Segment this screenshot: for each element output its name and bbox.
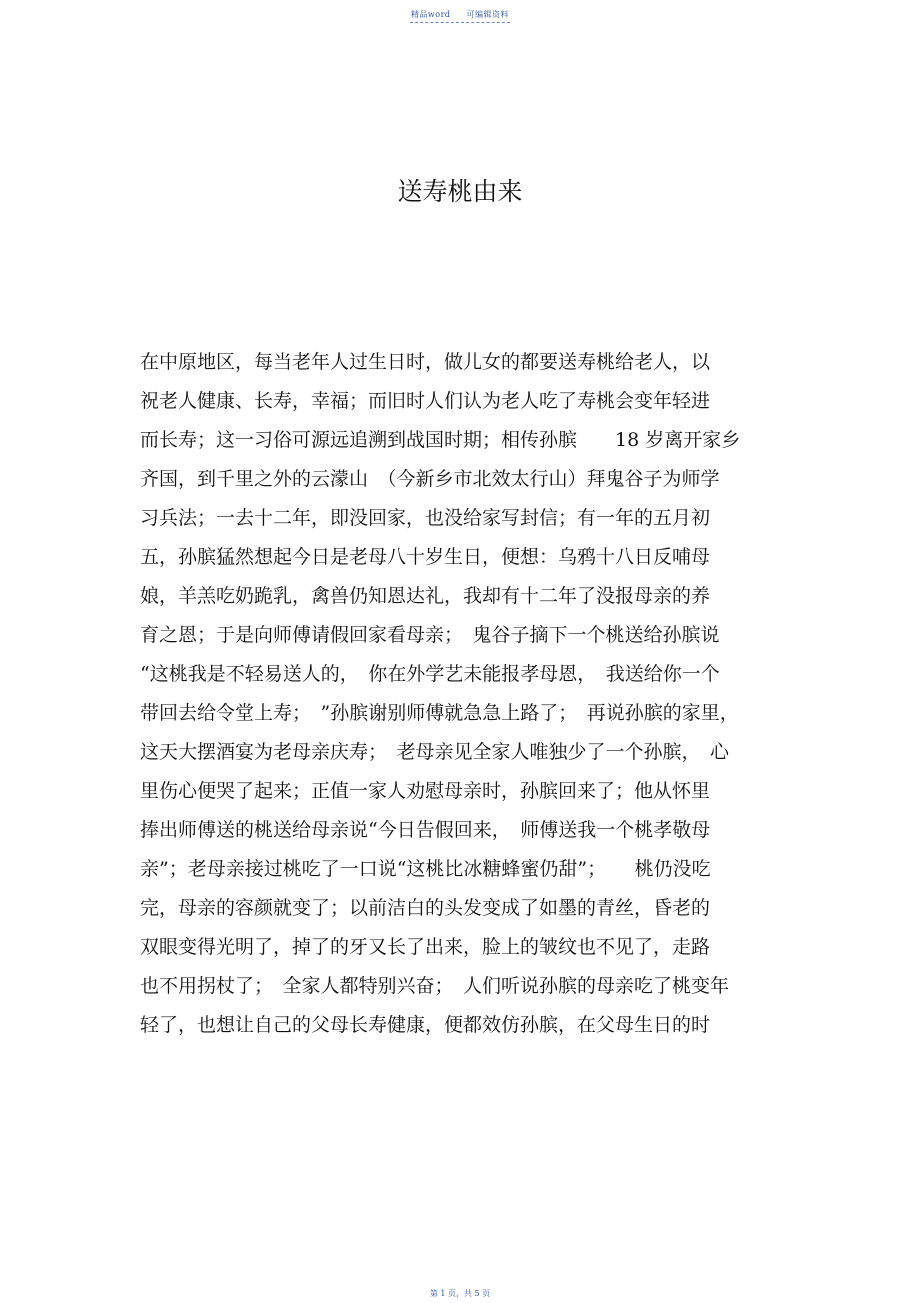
body-line: 齐国，到千里之外的云濛山 （今新乡市北效太行山）拜鬼谷子为师学: [140, 468, 720, 490]
body-line: 习兵法；一去十二年，即没回家，也没给家写封信；有一年的五月初: [140, 507, 711, 529]
body-line: 捧出师傅送的桃送给母亲说“今日告假回来， 师傅送我一个桃孝敬母: [140, 819, 711, 841]
header-left-text: 精品word: [410, 10, 451, 19]
body-line: 育之恩；于是向师傅请假回家看母亲； 鬼谷子摘下一个桃送给孙膑说: [140, 624, 720, 646]
body-line: 这天大摆酒宴为老母亲庆寿； 老母亲见全家人唯独少了一个孙膑， 心: [140, 741, 730, 763]
header-divider: [410, 22, 510, 23]
document-title: 送寿桃由来: [397, 177, 523, 206]
body-line: 轻了，也想让自己的父母长寿健康，便都效仿孙膑，在父母生日的时: [140, 1014, 711, 1036]
page-header: [0, 9, 920, 20]
header-right-text: 可编辑资料: [466, 10, 510, 19]
body-line: 也不用拐杖了； 全家人都特别兴奋； 人们听说孙膑的母亲吃了桃变年: [140, 975, 730, 997]
page-number: 第 1 页，共 5 页: [429, 1289, 491, 1298]
body-line: 祝老人健康、长寿，幸福；而旧时人们认为老人吃了寿桃会变年轻进: [140, 390, 711, 412]
body-line: 五，孙膑猛然想起今日是老母八十岁生日，便想：乌鸦十八日反哺母: [140, 546, 711, 568]
body-line: 而长寿；这一习俗可源远追溯到战国时期；相传孙膑 18 岁离开家乡: [140, 429, 741, 451]
body-line: 娘，羊羔吃奶跪乳，禽兽仍知恩达礼，我却有十二年了没报母亲的养: [140, 585, 711, 607]
body-line: “这桃我是不轻易送人的， 你在外学艺未能报孝母恩， 我送给你一个: [140, 663, 720, 685]
body-line: 亲”；老母亲接过桃吃了一口说“这桃比冰糖蜂蜜仍甜”； 桃仍没吃: [140, 858, 711, 880]
body-line: 在中原地区，每当老年人过生日时，做儿女的都要送寿桃给老人，以: [140, 351, 711, 373]
body-line: 完，母亲的容颜就变了；以前洁白的头发变成了如墨的青丝，昏老的: [140, 897, 711, 919]
body-line: 带回去给令堂上寿； ”孙膑谢别师傅就急急上路了； 再说孙膑的家里，: [140, 702, 739, 724]
document-body: [140, 343, 790, 1045]
page-footer: [0, 1288, 920, 1299]
body-line: 里伤心便哭了起来；正值一家人劝慰母亲时，孙膑回来了；他从怀里: [140, 780, 711, 802]
body-line: 双眼变得光明了，掉了的牙又长了出来，脸上的皱纹也不见了，走路: [140, 936, 711, 958]
